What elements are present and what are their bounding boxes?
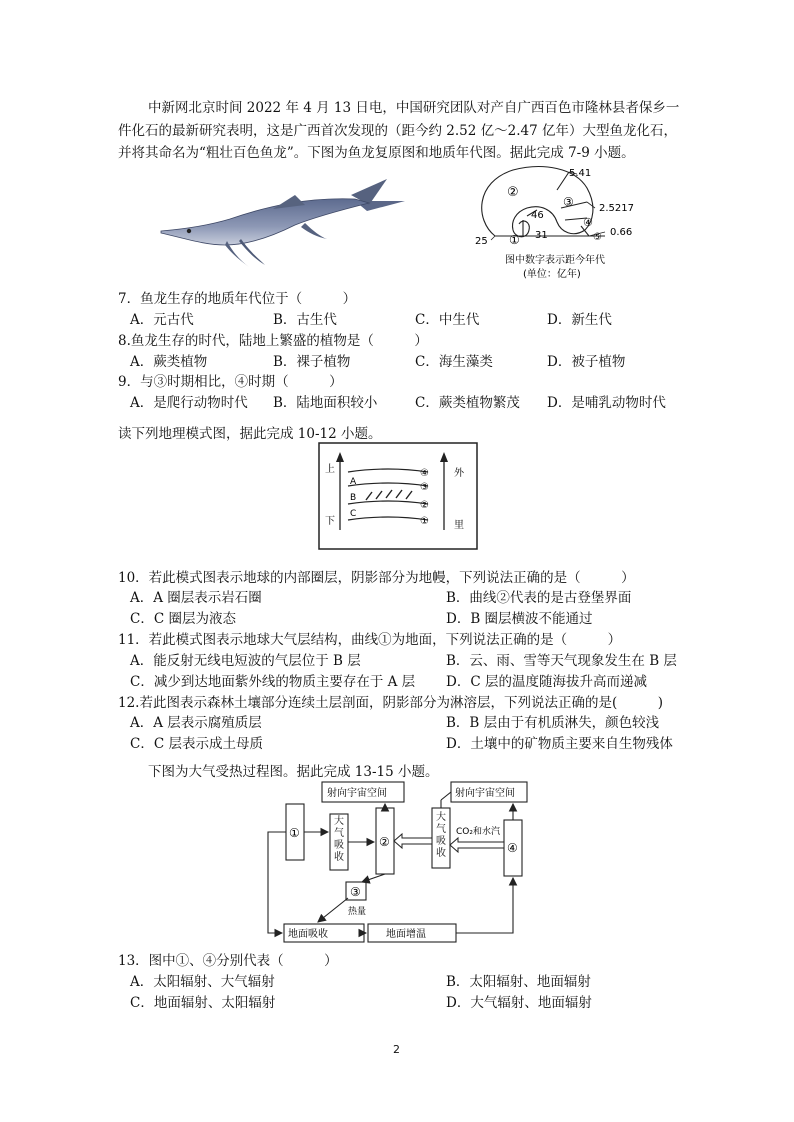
flow-4-marker: ④ <box>507 841 518 855</box>
geologic-time-spiral <box>465 160 645 285</box>
era-3-marker: ③ <box>563 195 574 209</box>
ichthyosaur-illustration <box>155 175 415 270</box>
flow-1-marker: ① <box>289 826 300 840</box>
spiral-label-25217: 2.5217 <box>599 203 634 214</box>
question-8-option-b[interactable]: B．裸子植物 <box>273 354 351 370</box>
question-9-stem: 9．与③时期相比，④时期（ ） <box>118 374 343 390</box>
layer-model-diagram <box>318 442 478 550</box>
label-down: 下 <box>325 516 335 527</box>
question-7-option-b[interactable]: B．古生代 <box>273 312 337 328</box>
spiral-caption-unit: (单位：亿年) <box>523 269 581 280</box>
ground-warm-label: 地面增温 <box>386 929 426 940</box>
spiral-label-31: 31 <box>535 230 548 241</box>
intro-line-3: 并将其命名为“粗壮百色鱼龙”。下图为鱼龙复原图和地质年代图。据此完成 7-9 小题。 <box>118 145 635 161</box>
spiral-caption: 图中数字表示距今年代 <box>505 255 605 266</box>
question-10-option-b[interactable]: B．曲线②代表的是古登堡界面 <box>446 590 632 606</box>
flow-2-marker: ② <box>379 835 390 849</box>
label-up: 上 <box>325 464 335 475</box>
question-13-option-a[interactable]: A．太阳辐射、大气辐射 <box>130 974 275 990</box>
layer-label-a: A <box>350 477 357 487</box>
atmosphere-absorb-left: 大气吸收 <box>334 816 344 863</box>
question-7-option-d[interactable]: D．新生代 <box>547 312 612 328</box>
label-outer: 外 <box>454 468 464 479</box>
curve-label-4: ④ <box>420 468 429 479</box>
question-11-option-c[interactable]: C．减少到达地面紫外线的物质主要存在于 A 层 <box>130 674 416 690</box>
label-inner: 里 <box>454 520 464 531</box>
section-13-15-intro: 下图为大气受热过程图。据此完成 13-15 小题。 <box>148 764 439 780</box>
question-7-option-c[interactable]: C．中生代 <box>415 312 480 328</box>
question-9-option-b[interactable]: B．陆地面积较小 <box>273 395 378 411</box>
curve-label-2: ② <box>420 500 429 511</box>
question-13-option-d[interactable]: D．大气辐射、地面辐射 <box>446 995 592 1011</box>
spiral-label-46: 46 <box>531 210 544 221</box>
era-5-marker: ⑤ <box>593 232 602 243</box>
page-number: 2 <box>393 1043 400 1056</box>
question-13-option-b[interactable]: B．太阳辐射、地面辐射 <box>446 974 591 990</box>
question-9-option-c[interactable]: C．蕨类植物繁茂 <box>415 395 520 411</box>
curve-label-1: ① <box>420 516 429 527</box>
layer-label-c: C <box>350 509 357 519</box>
question-12-option-b[interactable]: B．B 层由于有机质淋失，颜色较浅 <box>446 715 660 731</box>
question-10-option-c[interactable]: C．C 圈层为液态 <box>130 611 236 627</box>
ground-absorb-label: 地面吸收 <box>288 929 328 940</box>
spiral-label-25: 25 <box>475 236 488 247</box>
question-10-stem: 10．若此模式图表示地球的内部圈层，阴影部分为地幔，下列说法正确的是（ ） <box>118 570 635 586</box>
atmosphere-absorb-right: 大气吸收 <box>436 812 446 859</box>
spiral-label-541: 5.41 <box>569 168 592 179</box>
question-12-option-a[interactable]: A．A 层表示腐殖质层 <box>130 715 262 731</box>
question-7-option-a[interactable]: A．元古代 <box>130 312 194 328</box>
question-8-stem: 8.鱼龙生存的时代，陆地上繁盛的植物是（ ） <box>118 333 428 349</box>
question-12-option-d[interactable]: D．土壤中的矿物质主要来自生物残体 <box>446 736 673 752</box>
question-13-stem: 13．图中①、④分别代表（ ） <box>118 953 338 969</box>
era-2-marker: ② <box>507 185 519 200</box>
question-11-option-d[interactable]: D．C 层的温度随海拔升高而递减 <box>446 674 647 690</box>
question-12-option-c[interactable]: C．C 层表示成土母质 <box>130 736 263 752</box>
co2-label: CO₂和水汽 <box>456 827 500 837</box>
question-11-option-b[interactable]: B．云、雨、雪等天气现象发生在 B 层 <box>446 653 677 669</box>
question-10-option-a[interactable]: A．A 圈层表示岩石圈 <box>130 590 262 606</box>
question-10-option-d[interactable]: D．B 圈层横波不能通过 <box>446 611 593 627</box>
question-7-stem: 7．鱼龙生存的地质年代位于（ ） <box>118 291 357 307</box>
question-8-option-d[interactable]: D．被子植物 <box>547 354 626 370</box>
section-10-12-intro: 读下列地理模式图，据此完成 10-12 小题。 <box>118 426 382 442</box>
question-9-option-d[interactable]: D．是哺乳动物时代 <box>547 395 666 411</box>
space-label-left: 射向宇宙空间 <box>327 788 387 799</box>
question-8-option-c[interactable]: C．海生藻类 <box>415 354 493 370</box>
question-12-stem: 12.若此图表示森林土壤部分连续土层剖面，阴影部分为淋溶层，下列说法正确的是( ) <box>118 695 664 711</box>
heat-label: 热量 <box>348 907 367 917</box>
question-13-option-c[interactable]: C．地面辐射、太阳辐射 <box>130 995 276 1011</box>
curve-label-3: ③ <box>420 482 429 493</box>
era-4-marker: ④ <box>583 216 593 229</box>
space-label-right: 射向宇宙空间 <box>455 788 515 799</box>
question-8-option-a[interactable]: A．蕨类植物 <box>130 354 208 370</box>
flow-3-marker: ③ <box>350 885 361 899</box>
spiral-label-066: 0.66 <box>610 227 633 238</box>
layer-label-b: B <box>350 493 357 503</box>
era-1-marker: ① <box>509 233 520 247</box>
intro-line-1: 中新网北京时间 2022 年 4 月 13 日电，中国研究团队对产自广西百色市隆林县者保乡一 <box>148 100 680 116</box>
atmosphere-heating-diagram <box>262 778 534 946</box>
question-11-stem: 11．若此模式图表示地球大气层结构，曲线①为地面，下列说法正确的是（ ） <box>118 632 622 648</box>
intro-line-2: 件化石的最新研究表明，这是广西首次发现的（距今约 2.52 亿～2.47 亿年）大型鱼龙化石， <box>118 123 677 139</box>
question-9-option-a[interactable]: A．是爬行动物时代 <box>130 395 248 411</box>
question-11-option-a[interactable]: A．能反射无线电短波的气层位于 B 层 <box>130 653 361 669</box>
